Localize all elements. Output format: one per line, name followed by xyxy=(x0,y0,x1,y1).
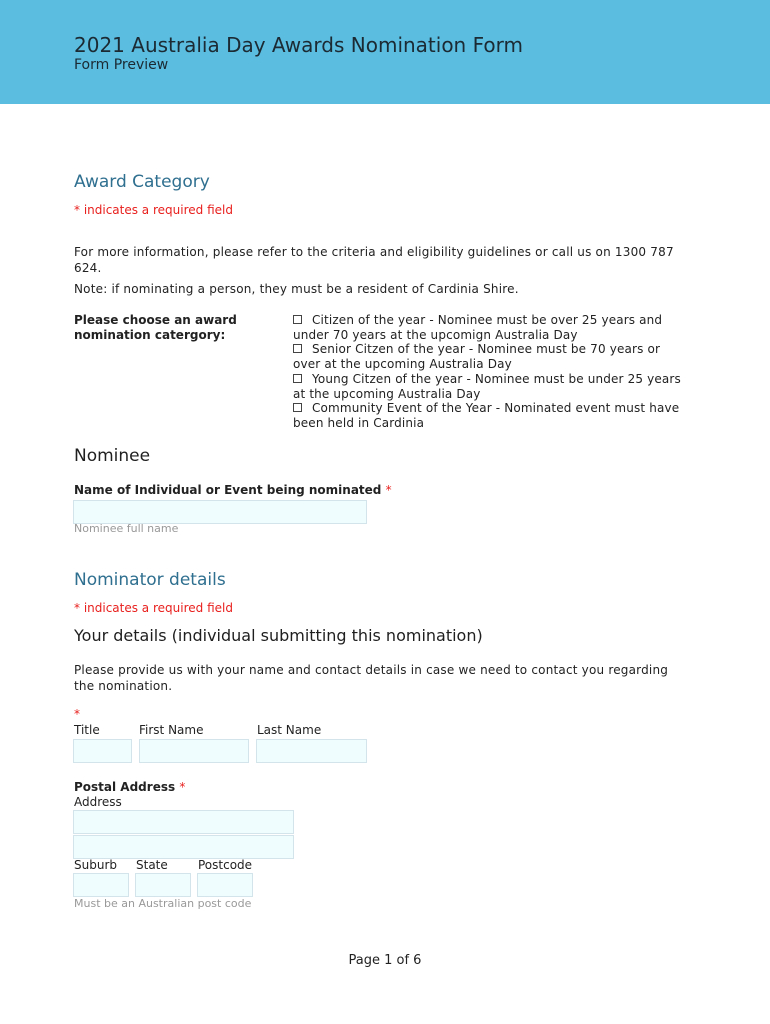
award-options-list xyxy=(293,313,683,431)
suburb-input[interactable] xyxy=(73,873,129,897)
required-star: * xyxy=(179,780,186,794)
note-text: Note: if nominating a person, they must be a resident of Cardinia Shire. xyxy=(74,282,519,296)
nominator-heading: Nominator details xyxy=(74,570,226,590)
postal-address-label-text: Postal Address xyxy=(74,780,176,794)
title-label: Title xyxy=(74,723,100,737)
award-option-label: Senior Citzen of the year - Nominee must be 70 years or over at the upcoming Australia Day xyxy=(293,342,661,372)
nominee-name-hint: Nominee full name xyxy=(74,522,179,535)
page-number: Page 1 of 6 xyxy=(348,953,422,968)
last-name-label: Last Name xyxy=(257,723,322,737)
address-line-2-input[interactable] xyxy=(73,835,294,859)
award-option-senior[interactable] xyxy=(293,342,683,371)
checkbox-icon[interactable] xyxy=(293,374,302,383)
last-name-input[interactable] xyxy=(256,739,367,763)
award-option-label: Community Event of the Year - Nominated event must have been held in Cardinia xyxy=(293,401,680,430)
info-text: For more information, please refer to the criteria and eligibility guidelines or call us on 1300 787 624. xyxy=(74,245,674,275)
required-star: * xyxy=(385,483,392,497)
nominee-name-input[interactable] xyxy=(73,500,367,524)
nominee-name-label xyxy=(74,483,392,498)
award-option-citizen[interactable] xyxy=(293,313,683,342)
first-name-label: First Name xyxy=(139,723,204,737)
state-input[interactable] xyxy=(135,873,191,897)
postal-address-label xyxy=(74,780,185,795)
postcode-hint: Must be an Australian post code xyxy=(74,897,252,910)
address-line-1-input[interactable] xyxy=(73,810,294,834)
award-option-label: Citizen of the year - Nominee must be over 25 years and under 70 years at the upcomign Australia Day xyxy=(293,313,663,342)
your-details-heading: Your details (individual submitting this nomination) xyxy=(74,626,483,645)
checkbox-icon[interactable] xyxy=(293,403,302,412)
state-label: State xyxy=(136,858,168,872)
award-choose-label: Please choose an award nomination catergory: xyxy=(74,313,237,342)
checkbox-icon[interactable] xyxy=(293,315,302,324)
award-option-young[interactable] xyxy=(293,372,683,401)
nominee-heading: Nominee xyxy=(74,446,151,466)
nominator-intro-text: Please provide us with your name and contact details in case we need to contact you regarding the nomination. xyxy=(74,663,669,693)
award-option-community[interactable] xyxy=(293,401,683,430)
award-option-label: Young Citzen of the year - Nominee must be under 25 years at the upcoming Australia Day xyxy=(293,371,681,401)
nominee-name-label-text: Name of Individual or Event being nominated xyxy=(74,483,382,497)
address-label: Address xyxy=(74,795,122,809)
form-header xyxy=(0,0,770,104)
first-name-input[interactable] xyxy=(139,739,249,763)
postcode-label: Postcode xyxy=(198,858,253,872)
postcode-input[interactable] xyxy=(197,873,253,897)
form-subtitle: Form Preview xyxy=(74,57,169,73)
award-category-heading: Award Category xyxy=(74,172,210,192)
suburb-label: Suburb xyxy=(74,858,117,872)
checkbox-icon[interactable] xyxy=(293,344,302,353)
form-title: 2021 Australia Day Awards Nomination Form xyxy=(74,33,523,57)
required-field-note: * indicates a required field xyxy=(74,203,233,217)
title-input[interactable] xyxy=(73,739,132,763)
nominator-required-note: * indicates a required field xyxy=(74,601,233,615)
name-required-star: * xyxy=(74,707,80,721)
